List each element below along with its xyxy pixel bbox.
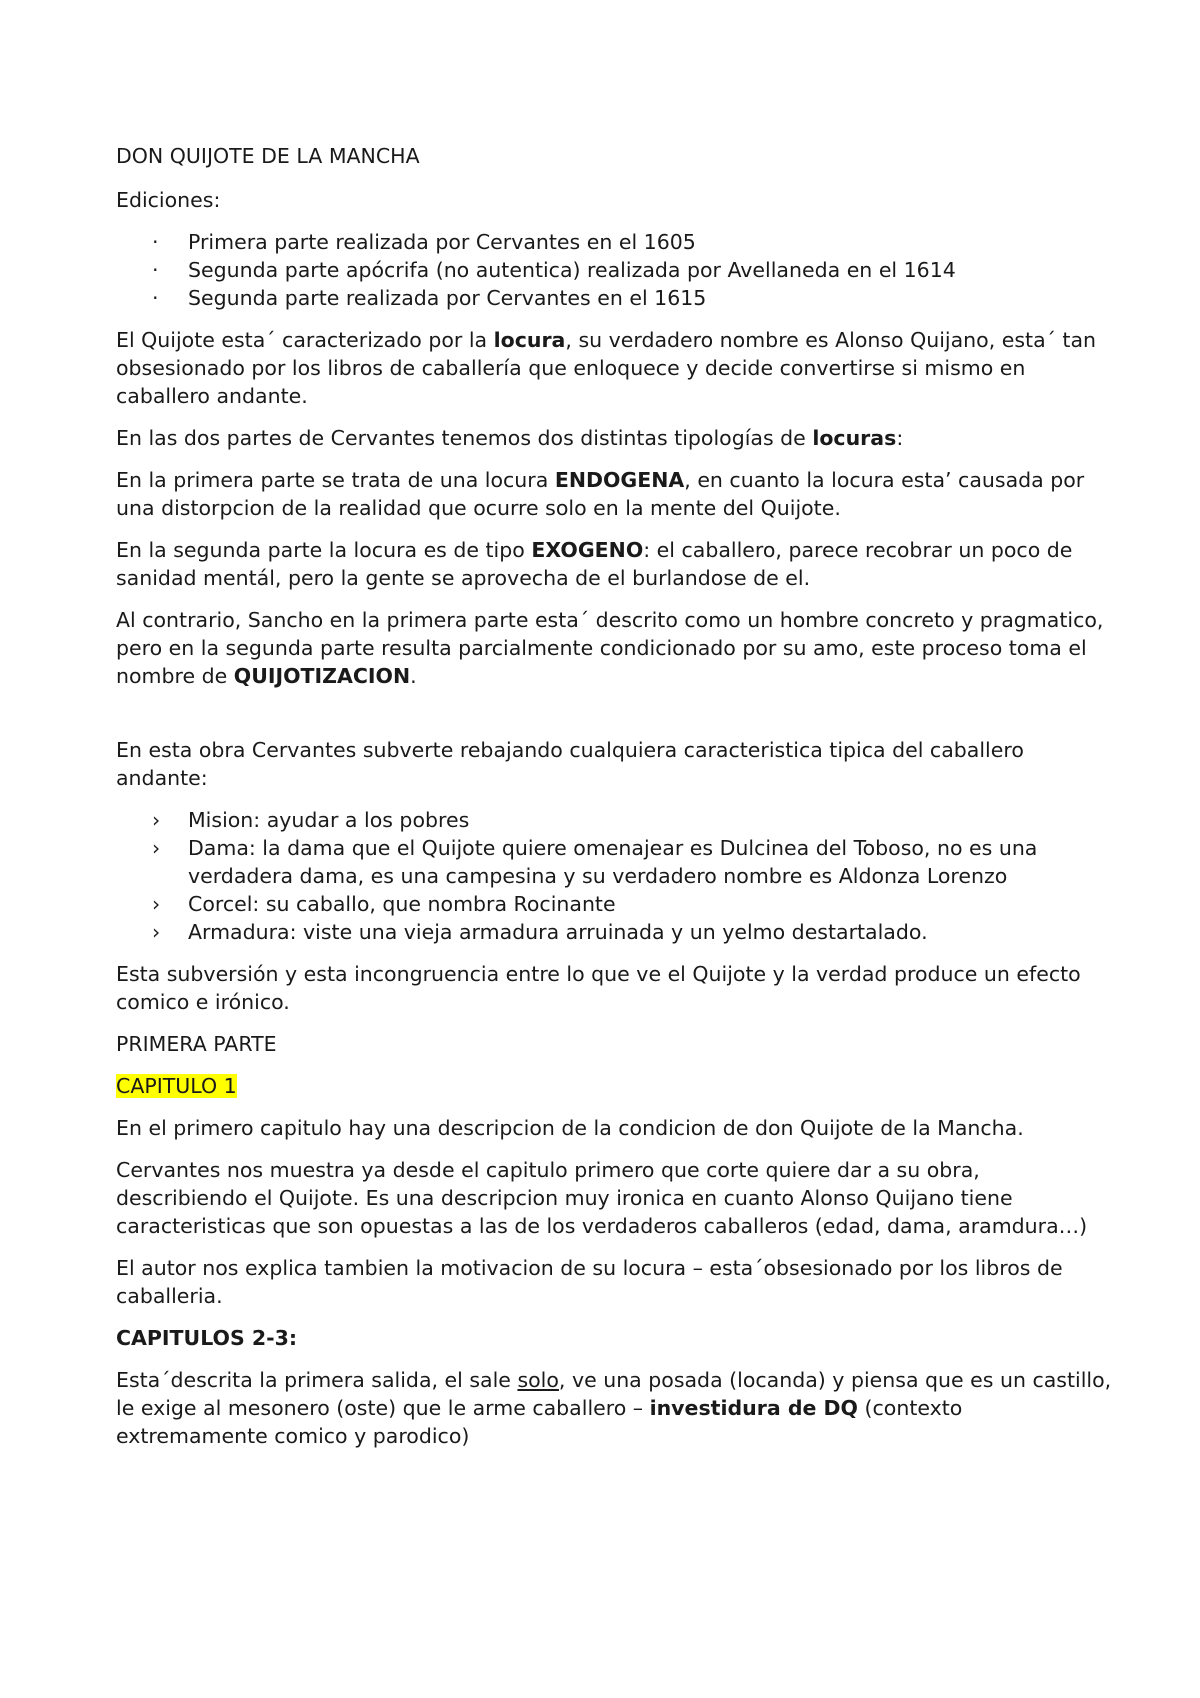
list-item: · Segunda parte apócrifa (no autentica) realizada por Avellaneda en el 1614	[152, 258, 956, 282]
highlighted-text: CAPITULO 1	[116, 1074, 237, 1098]
bold-term: investidura de DQ	[649, 1396, 858, 1420]
paragraph-locura: El Quijote esta´ caracterizado por la locura, su verdadero nombre es Alonso Quijano, esta´ tan obsesionado por los libros de caballería que enloquece y decide convertirse si mismo en caballero andante.	[116, 328, 1097, 408]
document-body	[116, 142, 1116, 1464]
list-item: · Primera parte realizada por Cervantes en el 1605	[152, 230, 696, 254]
section-heading-primera-parte: PRIMERA PARTE	[116, 1032, 277, 1056]
paragraph-efecto-comico: Esta subversión y esta incongruencia entre lo que ve el Quijote y la verdad produce un efecto comico e irónico.	[116, 962, 1081, 1014]
chevron-right-icon: ›	[152, 836, 161, 860]
list-item: › Corcel: su caballo, que nombra Rocinante	[152, 892, 616, 916]
bold-term: ENDOGENA	[554, 468, 685, 492]
bold-term: QUIJOTIZACION	[233, 664, 411, 688]
bold-term: EXOGENO	[531, 538, 644, 562]
chevron-right-icon: ›	[152, 808, 161, 832]
paragraph-subversion-intro: En esta obra Cervantes subverte rebajando cualquiera caracteristica tipica del caballero andante:	[116, 738, 1024, 790]
bullet-icon: ·	[152, 230, 159, 254]
bullet-icon: ·	[152, 286, 159, 310]
subversion-list	[116, 806, 1116, 946]
paragraph-endogena: En la primera parte se trata de una locura ENDOGENA, en cuanto la locura esta’ causada por una distorpcion de la realidad que ocurre solo en la mente del Quijote.	[116, 468, 1085, 520]
paragraph-cap1-motivacion: El autor nos explica tambien la motivacion de su locura – esta´obsesionado por los libros de caballeria.	[116, 1256, 1063, 1308]
chevron-right-icon: ›	[152, 920, 161, 944]
paragraph-cap1-descripcion: En el primero capitulo hay una descripcion de la condicion de don Quijote de la Mancha.	[116, 1116, 1024, 1140]
document-title: DON QUIJOTE DE LA MANCHA	[116, 144, 420, 168]
paragraph-cap23-salida: Esta´descrita la primera salida, el sale solo, ve una posada (locanda) y piensa que es un castillo, le exige al mesonero (oste) que le arme caballero – investidura de DQ (contexto extremamente comico y parodico)	[116, 1368, 1112, 1448]
list-item: › Dama: la dama que el Quijote quiere omenajear es Dulcinea del Toboso, no es una verdadera dama, es una campesina y su verdadero nombre es Aldonza Lorenzo	[152, 836, 1038, 888]
paragraph-cap1-ironia: Cervantes nos muestra ya desde el capitulo primero que corte quiere dar a su obra, describiendo el Quijote. Es una descripcion muy ironica en cuanto Alonso Quijano tiene caracteristicas que son opuestas a las de los verdaderos caballeros (edad, dama, aramdura…)	[116, 1158, 1088, 1238]
bold-term: locura	[493, 328, 566, 352]
underlined-text: solo	[517, 1368, 559, 1392]
chapter-heading-capitulo-1	[116, 1072, 1116, 1100]
paragraph-exogeno: En la segunda parte la locura es de tipo EXOGENO: el caballero, parece recobrar un poco de sanidad mentál, pero la gente se aprovecha de el burlandose de el.	[116, 538, 1073, 590]
chevron-right-icon: ›	[152, 892, 161, 916]
chapter-heading-capitulos-2-3: CAPITULOS 2-3:	[116, 1326, 298, 1350]
paragraph-sancho: Al contrario, Sancho en la primera parte esta´ descrito como un hombre concreto y pragmatico, pero en la segunda parte resulta parcialmente condicionado por su amo, este proceso toma el nombre de QUIJOTIZACION.	[116, 608, 1104, 688]
list-item: · Segunda parte realizada por Cervantes en el 1615	[152, 286, 707, 310]
paragraph-tipologias: En las dos partes de Cervantes tenemos dos distintas tipologías de locuras:	[116, 426, 904, 450]
bullet-icon: ·	[152, 258, 159, 282]
ediciones-list	[116, 228, 1116, 312]
list-item: › Armadura: viste una vieja armadura arruinada y un yelmo destartalado.	[152, 920, 928, 944]
ediciones-heading: Ediciones:	[116, 188, 221, 212]
list-item: › Mision: ayudar a los pobres	[152, 808, 470, 832]
bold-term: locuras	[812, 426, 897, 450]
